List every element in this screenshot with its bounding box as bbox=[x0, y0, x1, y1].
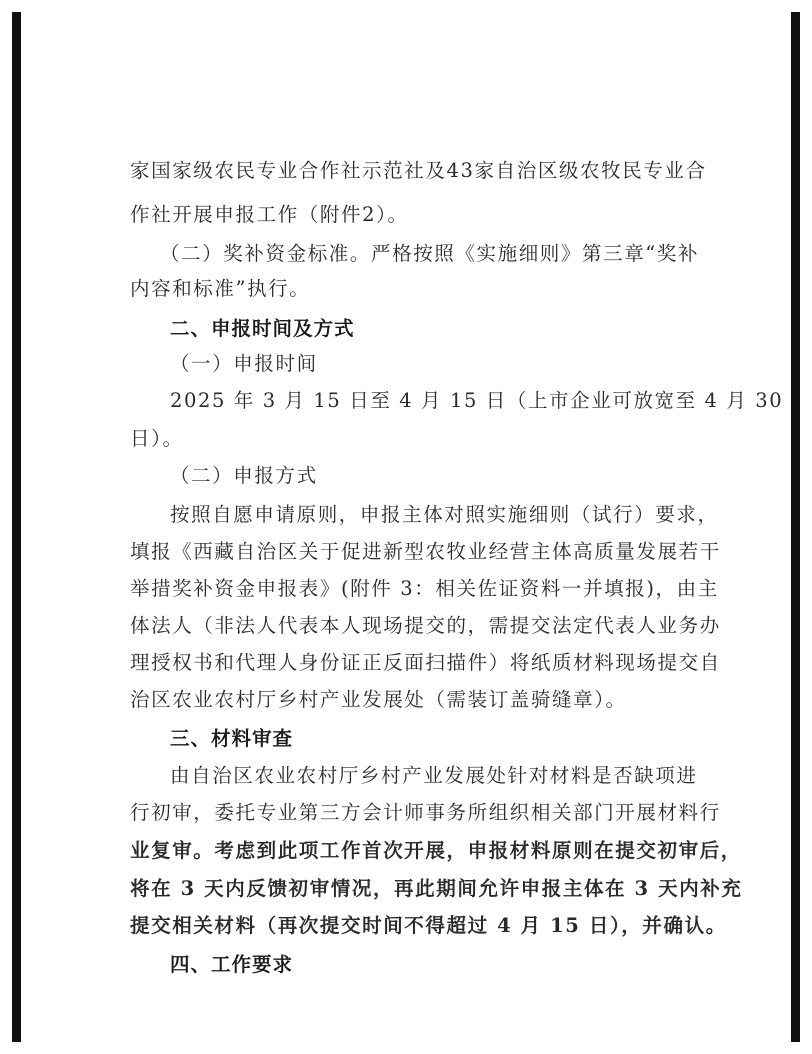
text-line: 举措奖补资金申报表》(附件 3：相关佐证资料一并填报)，由主 bbox=[130, 577, 719, 600]
subsection-heading: （一）申报时间 bbox=[170, 352, 318, 375]
subsection-heading: （二）申报方式 bbox=[170, 464, 318, 487]
text-line: 填报《西藏自治区关于促进新型农牧业经营主体高质量发展若干 bbox=[130, 540, 721, 563]
text-line: 日）。 bbox=[130, 427, 184, 450]
text-line: 按照自愿申请原则，申报主体对照实施细则（试行）要求， bbox=[170, 503, 719, 526]
text-line: 作社开展申报工作（附件2）。 bbox=[130, 203, 409, 226]
text-line: 2025 年 3 月 15 日至 4 月 15 日（上市企业可放宽至 4 月 30 bbox=[170, 389, 784, 412]
text-line: 由自治区农业农村厅乡村产业发展处针对材料是否缺项进 bbox=[170, 764, 698, 787]
text-line: 将在 3 天内反馈初审情况，再此期间允许申报主体在 3 天内补充 bbox=[130, 877, 743, 900]
text-line: 内容和标准”执行。 bbox=[130, 277, 311, 300]
text-line: 体法人（非法人代表本人现场提交的，需提交法定代表人业务办 bbox=[130, 614, 721, 637]
text-line: （二）奖补资金标准。严格按照《实施细则》第三章“奖补 bbox=[160, 242, 700, 265]
text-line: 家国家级农民专业合作社示范社及43家自治区级农牧民专业合 bbox=[130, 159, 707, 182]
text-line: 业复审。考虑到此项工作首次开展，申报材料原则在提交初审后， bbox=[130, 839, 742, 862]
text-line: 行初审，委托专业第三方会计师事务所组织相关部门开展材料行 bbox=[130, 801, 721, 824]
text-line: 治区农业农村厅乡村产业发展处（需装订盖骑缝章）。 bbox=[130, 688, 627, 711]
section-heading: 四、工作要求 bbox=[170, 953, 294, 976]
section-heading: 三、材料审查 bbox=[170, 727, 294, 750]
text-line: 提交相关材料（再次提交时间不得超过 4 月 15 日），并确认。 bbox=[130, 914, 727, 937]
section-heading: 二、申报时间及方式 bbox=[170, 317, 355, 340]
text-line: 理授权书和代理人身份证正反面扫描件）将纸质材料现场提交自 bbox=[130, 651, 721, 674]
